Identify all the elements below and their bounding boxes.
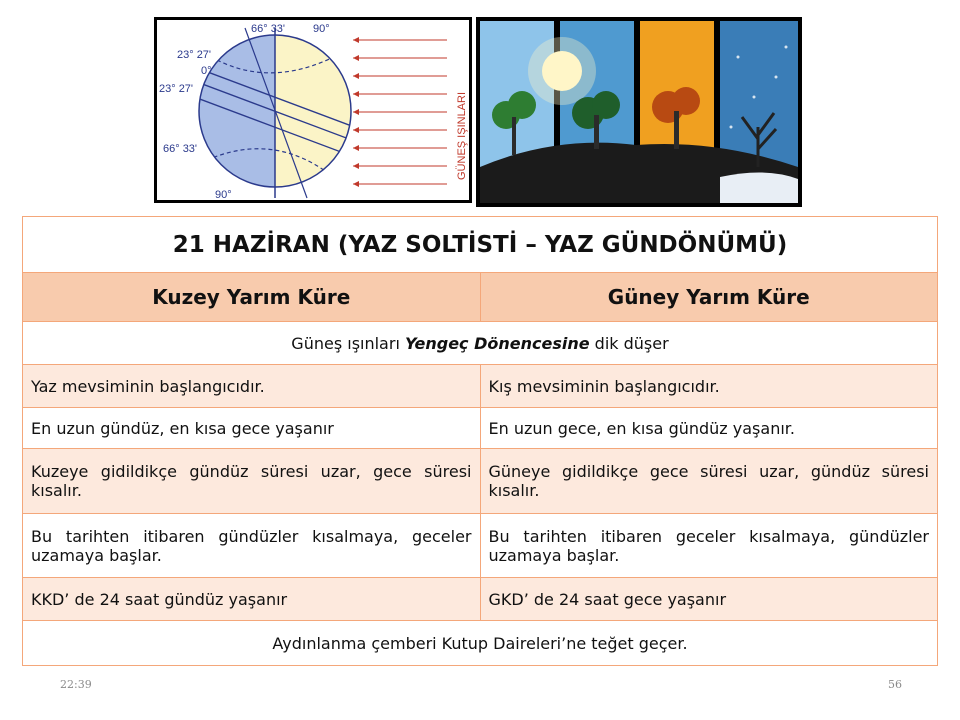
label-23-bottom: 23° 27' (159, 83, 194, 95)
table-cell: GKD’ de 24 saat gece yaşanır (480, 578, 938, 621)
label-66-bottom: 66° 33' (163, 143, 198, 155)
table-title: 21 HAZİRAN (YAZ SOLTİSTİ – YAZ GÜNDÖNÜMÜ) (23, 217, 938, 273)
page-number: 56 (888, 678, 902, 691)
header-southern-hemisphere: Güney Yarım Küre (480, 273, 938, 322)
label-23-top: 23° 27' (177, 49, 212, 61)
table-cell: KKD’ de 24 saat gündüz yaşanır (23, 578, 481, 621)
four-seasons-image (476, 17, 802, 207)
table-row-sun-rays (23, 322, 938, 365)
solstice-diagram (154, 17, 472, 203)
table-cell: En uzun gündüz, en kısa gece yaşanır (23, 408, 481, 449)
table-row-illumination: Aydınlanma çemberi Kutup Daireleri’ne teğet geçer. (23, 621, 938, 666)
sun-rays-pre: Güneş ışınları (291, 333, 405, 353)
table-cell: Bu tarihten itibaren gündüzler kısalmaya, geceler uzamaya başlar. (23, 514, 481, 578)
table-cell: Yaz mevsiminin başlangıcıdır. (23, 365, 481, 408)
label-90-top: 90° (313, 23, 330, 35)
footer-time: 22:39 (60, 678, 92, 691)
sun-rays-label: GÜNEŞ IŞINLARI (456, 91, 468, 180)
table-cell: Güneye gidildikçe gece süresi uzar, gündüz süresi kısalır. (480, 449, 938, 514)
label-90-bottom: 90° (215, 189, 232, 200)
solstice-table (22, 216, 938, 666)
table-cell: En uzun gece, en kısa gündüz yaşanır. (480, 408, 938, 449)
tropic-of-cancer: Yengeç Dönencesine (404, 333, 590, 353)
table-cell: Kuzeye gidildikçe gündüz süresi uzar, gece süresi kısalır. (23, 449, 481, 514)
header-northern-hemisphere: Kuzey Yarım Küre (23, 273, 481, 322)
label-66-top: 66° 33' (251, 23, 286, 35)
table-cell: Kış mevsiminin başlangıcıdır. (480, 365, 938, 408)
sun-rays-post: dik düşer (589, 333, 669, 353)
label-0: 0° (201, 65, 212, 77)
table-cell: Bu tarihten itibaren geceler kısalmaya, gündüzler uzamaya başlar. (480, 514, 938, 578)
